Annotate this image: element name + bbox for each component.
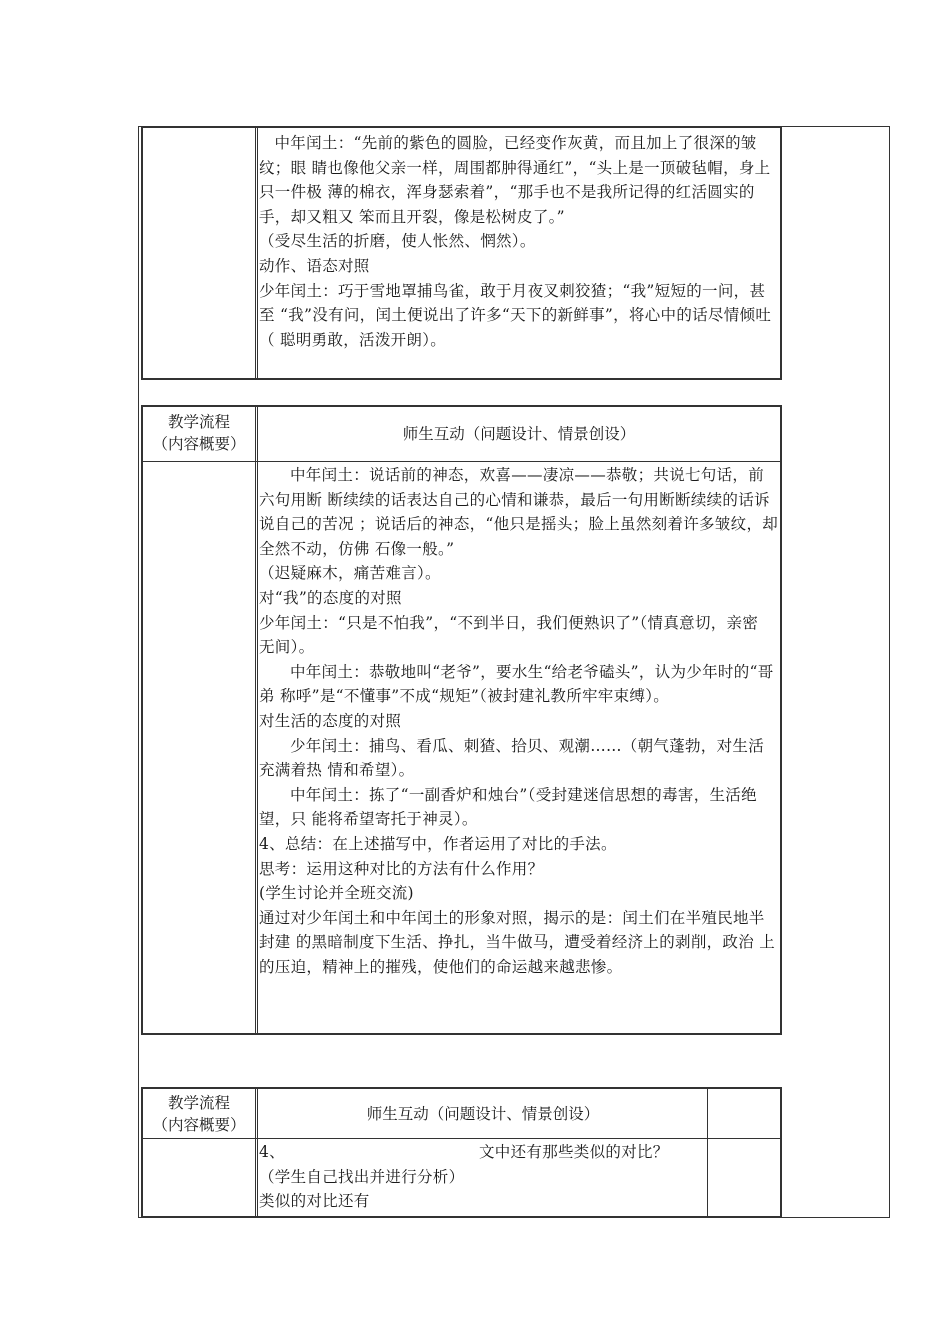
- column-divider-right: [707, 1089, 708, 1216]
- header-left-cell: [143, 1092, 255, 1136]
- header-divider: [143, 461, 780, 462]
- paragraph: 中年闰土：说话前的神态，欢喜——凄凉——恭敬；共说七句话，前六句用断 断续续的话表达自己的心情和谦恭，最后一句用断断续续的话诉说自己的苦况 ；说话后的神态，“他只是摇头；脸上虽然刻着许多皱纹，却全然不动，仿佛 石像一般。”: [259, 466, 779, 558]
- paragraph: 类似的对比还有: [259, 1192, 370, 1211]
- header-right-cell: [259, 1103, 707, 1125]
- header-left-cell: [143, 411, 255, 455]
- paragraph: 思考：运用这种对比的方法有什么作用？: [259, 859, 544, 878]
- table-section-1: [141, 126, 782, 380]
- header-left-line1: 教学流程: [167, 1094, 230, 1112]
- item-number: 4、: [259, 1143, 285, 1161]
- column-divider: [255, 1089, 258, 1216]
- paragraph: 4、总结：在上述描写中，作者运用了对比的手法。: [259, 834, 617, 853]
- column-divider: [255, 128, 258, 378]
- header-left-line2: （内容概要）: [152, 435, 246, 453]
- paragraph: 对“我”的态度的对照: [259, 588, 402, 607]
- header-right-label: 师生互动（问题设计、情景创设）: [402, 425, 636, 443]
- header-right-cell: [259, 423, 779, 445]
- question-text: 文中还有那些类似的对比？: [479, 1143, 669, 1161]
- header-right-label: 师生互动（问题设计、情景创设）: [366, 1105, 600, 1123]
- paragraph: 少年闰土：“只是不怕我”，“不到半日，我们便熟识了”（情真意切，亲密 无间）。: [259, 613, 759, 657]
- paragraph: （ 聪明勇敢，活泼开朗）。: [259, 330, 447, 349]
- header-left-line2: （内容概要）: [152, 1116, 246, 1134]
- paragraph: (学生讨论并全班交流): [259, 884, 414, 903]
- question-line: [259, 1140, 705, 1165]
- paragraph: 对生活的态度的对照: [259, 711, 402, 730]
- section-1-content: [259, 131, 779, 352]
- column-divider: [255, 407, 258, 1033]
- paragraph: 中年闰土：恭敬地叫“老爷”，要水生“给老爷磕头”，认为少年时的“哥弟 称呼”是“不懂事”不成“规矩”（被封建礼教所牢牢束缚）。: [259, 662, 774, 706]
- table-section-3: [141, 1087, 782, 1218]
- paragraph: 少年闰土：捕鸟、看瓜、刺猹、拾贝、观潮……（朝气蓬勃，对生活充满着热 情和希望）。: [259, 736, 765, 780]
- header-left-line1: 教学流程: [167, 413, 230, 431]
- paragraph: 中年闰土：“先前的紫色的圆脸，已经变作灰黄，而且加上了很深的皱纹；眼 睛也像他父亲一样，周围都肿得通红”，“头上是一顶破毡帽，身上只一件极 薄的棉衣，浑身瑟索着”，“那手也不是我所记得的红活圆实的手，却又粗又 笨而且开裂，像是松树皮了。”: [259, 134, 771, 226]
- paragraph: （学生自己找出并进行分析）: [259, 1167, 465, 1186]
- section-2-content: [259, 463, 779, 979]
- paragraph: （迟疑麻木，痛苦难言）。: [259, 564, 441, 583]
- paragraph: 中年闰土：拣了“一副香炉和烛台”（受封建迷信思想的毒害，生活绝望，只 能将希望寄托于神灵）。: [259, 785, 757, 829]
- paragraph: 动作、语态对照: [259, 256, 370, 275]
- paragraph: 通过对少年闰土和中年闰土的形象对照，揭示的是：闰土们在半殖民地半封建 的黑暗制度下生活、挣扎，当牛做马，遭受着经济上的剥削，政治 上的压迫，精神上的摧残，使他们的命运越来越悲惨。: [259, 908, 776, 976]
- paragraph: 少年闰土：巧于雪地罩捕鸟雀，敢于月夜叉刺狡猹；“我”短短的一问，甚至 “我”没有问，闰土便说出了许多“天下的新鲜事”，将心中的话尽情倾吐: [259, 281, 772, 325]
- paragraph: （受尽生活的折磨，使人怅然、惘然）。: [259, 232, 536, 251]
- table-section-2: [141, 405, 782, 1035]
- section-3-content: [259, 1140, 705, 1214]
- header-divider: [143, 1138, 780, 1139]
